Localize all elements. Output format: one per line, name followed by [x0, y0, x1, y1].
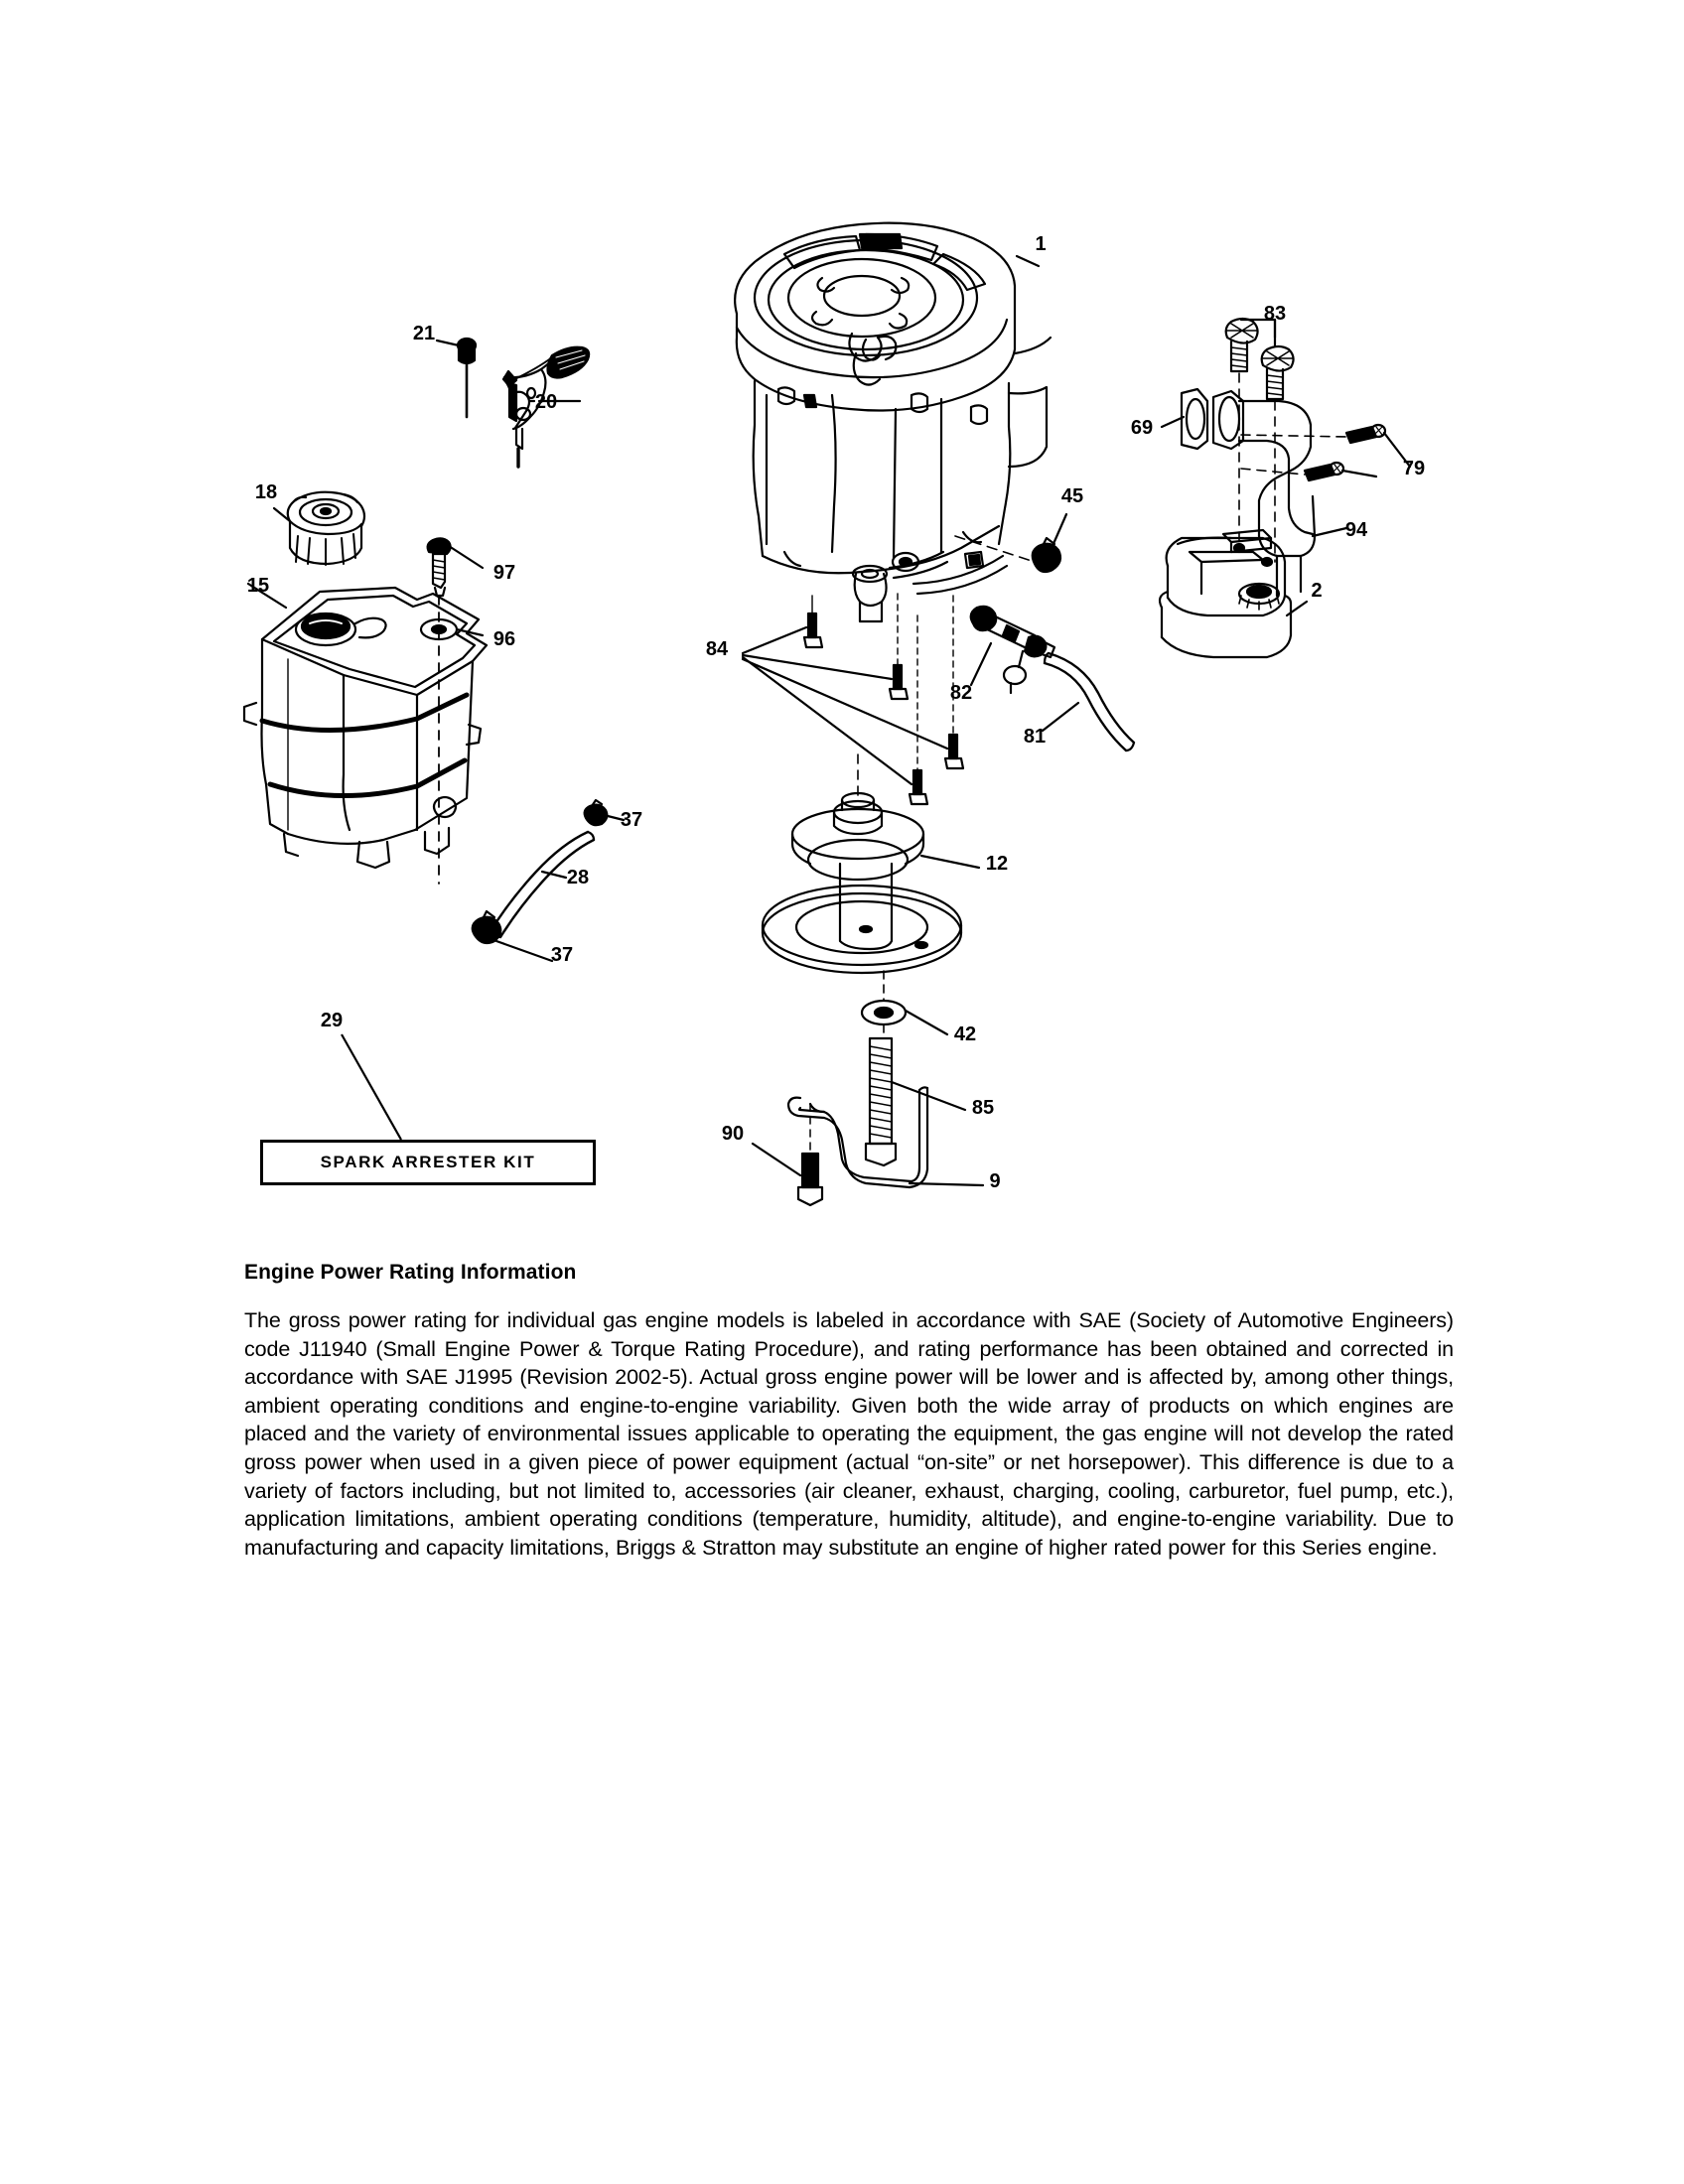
callout-45: 45: [1060, 485, 1084, 507]
callout-96: 96: [492, 628, 516, 650]
part-12-pulley: [763, 754, 979, 973]
callout-84: 84: [705, 638, 729, 660]
callout-82: 82: [949, 682, 973, 704]
part-85-bolt: [866, 1024, 965, 1165]
callout-83: 83: [1263, 303, 1287, 325]
callout-12: 12: [985, 853, 1009, 875]
callout-15: 15: [246, 575, 270, 597]
callout-37-top: 37: [620, 809, 643, 831]
part-83-screws: [1226, 319, 1294, 399]
callout-21: 21: [412, 323, 436, 344]
part-82-fuel-valve: [971, 607, 1054, 693]
part-2-muffler: [1160, 530, 1307, 657]
part-90-screw: [753, 1104, 822, 1205]
part-15-fuel-tank: [244, 584, 487, 868]
callout-37-bottom: 37: [550, 944, 574, 966]
part-79-screws: [1305, 425, 1410, 480]
leader-29: [342, 1034, 401, 1140]
callout-85: 85: [971, 1097, 995, 1119]
spark-arrester-kit-label: SPARK ARRESTER KIT: [320, 1153, 536, 1171]
engine-power-rating-section: [244, 1261, 1454, 1562]
part-28-fuel-line: [473, 800, 624, 961]
callout-94: 94: [1344, 519, 1368, 541]
callout-2: 2: [1311, 580, 1323, 602]
callout-90: 90: [721, 1123, 745, 1145]
part-21-screw: [437, 339, 476, 417]
section-paragraph: The gross power rating for individual gas engine models is labeled in accordance with SAE (Society of Automotive Engineers) code J11940 (Small Engine Power & Torque Rating Procedure), and rating performance has been obtained and corrected in accordance with SAE J1995 (Revision 2002-5). Actual gross engine power will be lower and is affected by, among other things, ambient operating conditions and engine-to-engine variability. Given both the wide array of products on which engines are placed and the variety of environmental issues applicable to operating the equipment, the gas engine will not develop the rated gross power when used in a given piece of power equipment (actual “on-site” or net horsepower). This difference is due to a variety of factors including, but not limited to, accessories (air cleaner, exhaust, charging, cooling, carburetor, fuel pump, etc.), application limitations, ambient operating conditions (temperature, humidity, altitude), and engine-to-engine variability. Due to manufacturing and capacity limitations, Briggs & Stratton may substitute an engine of higher rated power for this Series engine.: [244, 1308, 1454, 1560]
callout-28: 28: [566, 867, 590, 888]
callout-97: 97: [492, 562, 516, 584]
spark-arrester-kit-box: [260, 1140, 596, 1185]
part-94-exhaust-pipe: [1213, 391, 1346, 596]
clamp-37-top: [585, 800, 624, 825]
callout-1: 1: [1035, 233, 1047, 255]
callout-81: 81: [1023, 726, 1047, 748]
callout-29: 29: [320, 1010, 344, 1031]
part-1-engine-assembly: [735, 223, 1051, 621]
part-42-washer: [862, 971, 947, 1034]
section-heading: Engine Power Rating Information: [244, 1261, 577, 1284]
callout-18: 18: [254, 481, 278, 503]
callout-9: 9: [989, 1170, 1001, 1192]
part-97-screw: [428, 538, 483, 596]
part-81-fuel-hose: [1043, 653, 1134, 751]
callout-20: 20: [534, 391, 558, 413]
callout-69: 69: [1130, 417, 1154, 439]
callout-42: 42: [953, 1024, 977, 1045]
part-69-gasket: [1162, 389, 1207, 449]
part-84-bolts: [743, 594, 963, 804]
callout-79: 79: [1402, 458, 1426, 479]
part-18-fuel-cap: [274, 492, 364, 565]
